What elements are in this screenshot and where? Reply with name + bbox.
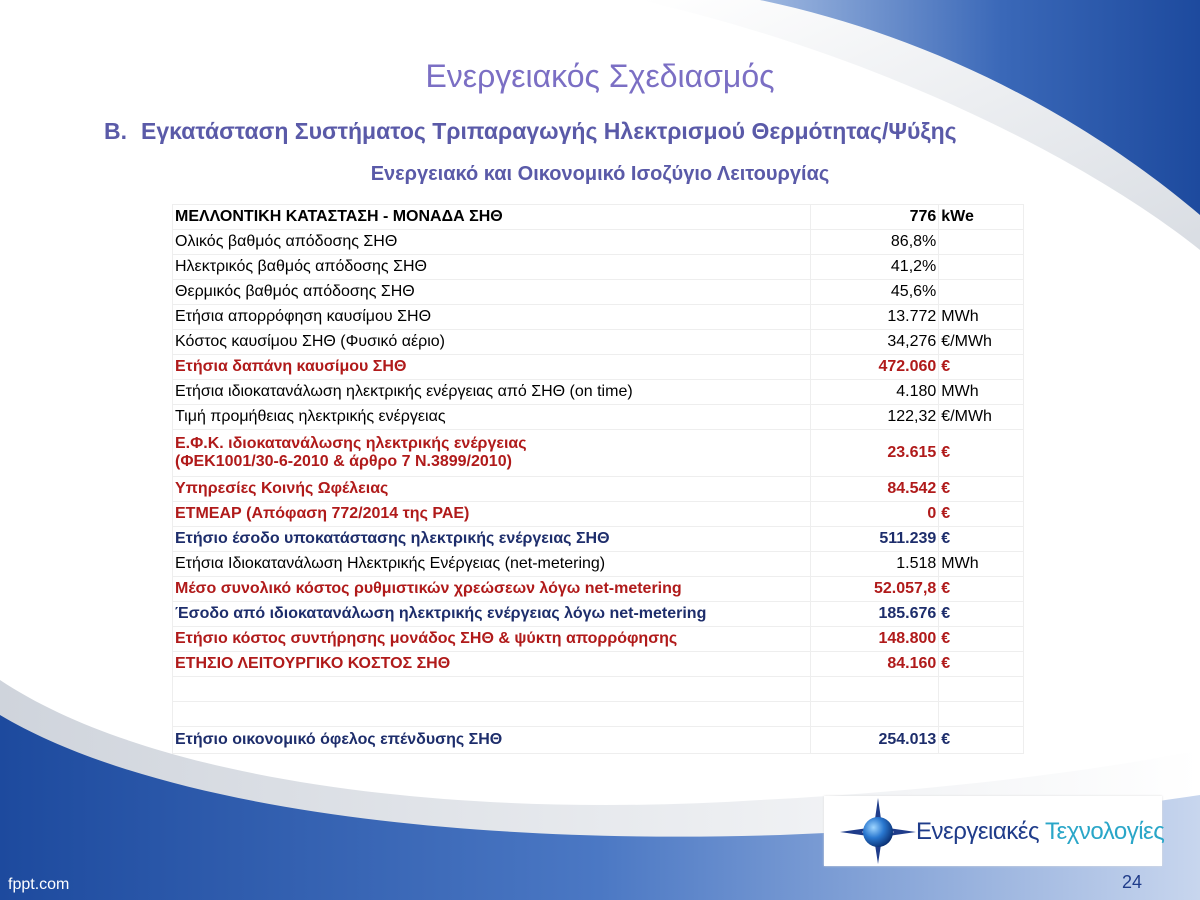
row-unit: €: [939, 527, 1024, 552]
section-heading: Ενεργειακό και Οικονομικό Ισοζύγιο Λειτουργίας: [370, 163, 830, 185]
row-value: 52.057,8: [810, 577, 938, 602]
row-label: [173, 652, 811, 677]
table-row: [173, 727, 1024, 754]
row-label-text: Τιμή προμήθειας ηλεκτρικής ενέργειας: [175, 408, 446, 425]
page-number: 24: [1122, 872, 1143, 892]
row-value: 254.013: [810, 727, 938, 754]
table-row: [173, 702, 1024, 727]
row-unit: MWh: [939, 380, 1024, 405]
globe-icon: [828, 796, 918, 866]
row-value: 23.615: [810, 430, 938, 477]
row-label-text-line2: (ΦΕΚ1001/30-6-2010 & άρθρο 7 Ν.3899/2010): [175, 453, 512, 470]
table-row: [173, 355, 1024, 380]
row-value: 45,6%: [810, 280, 938, 305]
row-label: [173, 305, 811, 330]
row-value: [810, 677, 938, 702]
row-unit: €: [939, 602, 1024, 627]
table-row: [173, 602, 1024, 627]
row-value: 511.239: [810, 527, 938, 552]
row-unit: [939, 280, 1024, 305]
row-unit: [939, 255, 1024, 280]
table-row: [173, 552, 1024, 577]
row-label-text: Ετήσια ιδιοκατανάλωση ηλεκτρικής ενέργειας από ΣΗΘ (on time): [175, 383, 633, 400]
logo-word-1: Ενεργειακές: [916, 818, 1040, 845]
table-row: [173, 627, 1024, 652]
row-label: [173, 727, 811, 754]
row-label-text: Ηλεκτρικός βαθμός απόδοσης ΣΗΘ: [175, 258, 427, 275]
row-value: 776: [810, 205, 938, 230]
row-value: 41,2%: [810, 255, 938, 280]
table-row: [173, 577, 1024, 602]
row-label-text: Μέσο συνολικό κόστος ρυθμιστικών χρεώσεων λόγω net-metering: [175, 580, 682, 597]
row-label-text: Θερμικός βαθμός απόδοσης ΣΗΘ: [175, 283, 415, 300]
row-label: [173, 430, 811, 477]
row-label: [173, 577, 811, 602]
table-row: [173, 477, 1024, 502]
logo-word-2: Τεχνολογίες: [1045, 818, 1165, 845]
row-label: [173, 280, 811, 305]
row-value: 34,276: [810, 330, 938, 355]
row-unit: kWe: [939, 205, 1024, 230]
row-label-text: Ετήσιο έσοδο υποκατάστασης ηλεκτρικής ενέργειας ΣΗΘ: [175, 530, 610, 547]
row-label-text: ΕΤΗΣΙΟ ΛΕΙΤΟΥΡΓΙΚΟ ΚΟΣΤΟΣ ΣΗΘ: [175, 655, 451, 672]
row-label: [173, 380, 811, 405]
row-value: 86,8%: [810, 230, 938, 255]
row-unit: €: [939, 577, 1024, 602]
row-label-text: Ετήσιο οικονομικό όφελος επένδυσης ΣΗΘ: [175, 731, 503, 748]
table-row: [173, 652, 1024, 677]
row-label-text: Ετήσια απορρόφηση καυσίμου ΣΗΘ: [175, 308, 432, 325]
row-value: 185.676: [810, 602, 938, 627]
row-unit: €: [939, 652, 1024, 677]
row-label-text: Ολικός βαθμός απόδοσης ΣΗΘ: [175, 233, 398, 250]
row-value: 0: [810, 502, 938, 527]
row-label: [173, 255, 811, 280]
table-row: [173, 405, 1024, 430]
row-label-text: Ε.Φ.Κ. ιδιοκατανάλωσης ηλεκτρικής ενέργειας: [175, 435, 527, 452]
row-value: 84.542: [810, 477, 938, 502]
row-label-text: Έσοδο από ιδιοκατανάλωση ηλεκτρικής ενέργειας λόγω net-metering: [175, 605, 707, 622]
row-label: [173, 330, 811, 355]
table-row: [173, 230, 1024, 255]
table-row: [173, 305, 1024, 330]
row-unit: MWh: [939, 552, 1024, 577]
row-unit: [939, 677, 1024, 702]
row-unit: €: [939, 627, 1024, 652]
row-label: [173, 627, 811, 652]
logo-text: [916, 818, 1164, 846]
row-unit: [939, 230, 1024, 255]
row-value: 472.060: [810, 355, 938, 380]
energy-balance-table: [172, 204, 1024, 754]
row-label: [173, 355, 811, 380]
row-label: [173, 677, 811, 702]
row-label: [173, 702, 811, 727]
row-unit: €: [939, 430, 1024, 477]
row-unit: €: [939, 477, 1024, 502]
row-label-text: ΜΕΛΛΟΝΤΙΚΗ ΚΑΤΑΣΤΑΣΗ - ΜΟΝΑΔΑ ΣΗΘ: [175, 208, 503, 225]
company-logo: [824, 796, 1165, 866]
row-label-text: Υπηρεσίες Κοινής Ωφέλειας: [175, 480, 389, 497]
row-unit: €/MWh: [939, 405, 1024, 430]
row-unit: MWh: [939, 305, 1024, 330]
row-unit: €/MWh: [939, 330, 1024, 355]
row-value: 4.180: [810, 380, 938, 405]
table-row: [173, 677, 1024, 702]
row-label-text: Ετήσια δαπάνη καυσίμου ΣΗΘ: [175, 358, 407, 375]
row-label: [173, 405, 811, 430]
row-label-text: Ετήσιο κόστος συντήρησης μονάδος ΣΗΘ & ψύκτη απορρόφησης: [175, 630, 678, 647]
row-label: [173, 527, 811, 552]
subtitle-prefix: Β.: [104, 118, 127, 144]
footer-brand: fppt.com: [8, 876, 70, 893]
row-label: [173, 552, 811, 577]
row-label: [173, 230, 811, 255]
row-label: [173, 477, 811, 502]
row-label-text: ΕΤΜΕΑΡ (Απόφαση 772/2014 της ΡΑΕ): [175, 505, 470, 522]
row-unit: €: [939, 727, 1024, 754]
table-row: [173, 280, 1024, 305]
row-value: [810, 702, 938, 727]
row-unit: €: [939, 502, 1024, 527]
table-row: [173, 255, 1024, 280]
row-value: 122,32: [810, 405, 938, 430]
row-label-text: Ετήσια Ιδιοκατανάλωση Ηλεκτρικής Ενέργειας (net-metering): [175, 555, 606, 572]
table-row: [173, 502, 1024, 527]
row-label-text: Κόστος καυσίμου ΣΗΘ (Φυσικό αέριο): [175, 333, 445, 350]
row-label: [173, 205, 811, 230]
row-value: 13.772: [810, 305, 938, 330]
row-label: [173, 502, 811, 527]
row-unit: €: [939, 355, 1024, 380]
row-value: 148.800: [810, 627, 938, 652]
table-row: [173, 430, 1024, 477]
table-row: [173, 205, 1024, 230]
row-unit: [939, 702, 1024, 727]
table-row: [173, 527, 1024, 552]
row-value: 84.160: [810, 652, 938, 677]
row-label: [173, 602, 811, 627]
slide-title: Ενεργειακός Σχεδιασμός: [425, 58, 775, 94]
row-value: 1.518: [810, 552, 938, 577]
table-row: [173, 330, 1024, 355]
slide-subtitle: [104, 118, 957, 145]
table-row: [173, 380, 1024, 405]
subtitle-text: Εγκατάσταση Συστήματος Τριπαραγωγής Ηλεκτρισμού Θερμότητας/Ψύξης: [141, 118, 957, 144]
